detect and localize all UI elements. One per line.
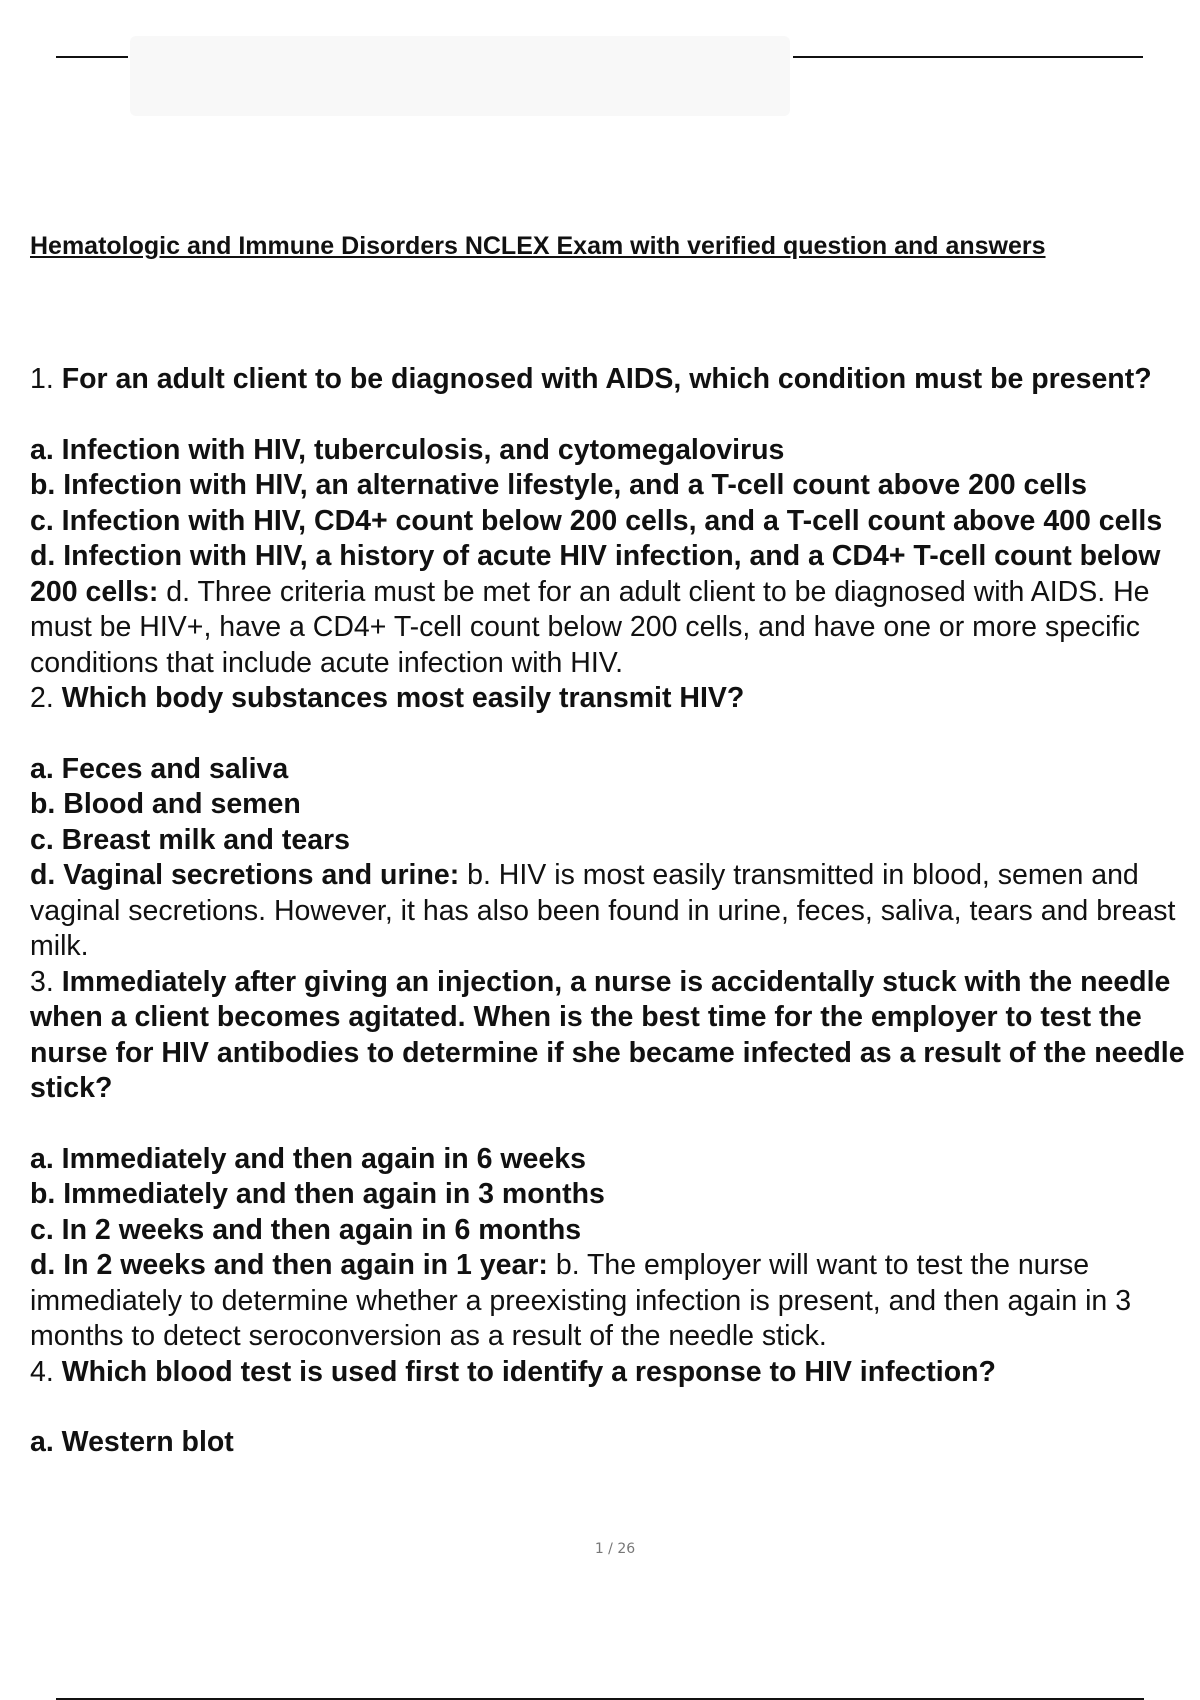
document-title: Hematologic and Immune Disorders NCLEX Exam with verified question and answers — [30, 232, 1046, 260]
answer-option: d. Infection with HIV, a history of acute HIV infection, and a CD4+ T-cell count below 200 cells: — [30, 540, 1161, 608]
answer-options — [30, 1142, 1198, 1355]
answer-explanation: b. HIV is most easily transmitted in blood, semen and vaginal secretions. However, it has also been found in urine, feces, saliva, tears and breast milk. — [30, 859, 1176, 962]
answer-options — [30, 1425, 1198, 1461]
question-list — [30, 362, 1198, 1461]
question-2-stem — [30, 681, 1198, 717]
question-1-stem — [30, 362, 1198, 398]
answer-option: c. In 2 weeks and then again in 6 months — [30, 1213, 582, 1246]
answer-option: a. Infection with HIV, tuberculosis, and cytomegalovirus — [30, 433, 785, 466]
header-rule-right — [793, 56, 1143, 58]
answer-option-with-explanation — [30, 1248, 1198, 1355]
page-number: 1 / 26 — [594, 1541, 636, 1557]
question-text: Which body substances most easily transmit HIV? — [61, 682, 745, 714]
question-number: 1. — [30, 363, 54, 395]
answer-options — [30, 752, 1198, 965]
answer-option: b. Immediately and then again in 3 months — [30, 1178, 605, 1210]
answer-options — [30, 433, 1198, 682]
question-1 — [30, 362, 1198, 681]
answer-option: b. Blood and semen — [30, 788, 301, 820]
answer-option: d. Vaginal secretions and urine: — [30, 859, 460, 891]
question-number: 4. — [30, 1355, 54, 1388]
answer-explanation: d. Three criteria must be met for an adult client to be diagnosed with AIDS. He must be HIV+, have a CD4+ T-cell count below 200 cells, and have one or more specific conditions that include acute infection with HIV. — [30, 575, 1150, 679]
question-number: 2. — [30, 682, 54, 714]
answer-option-with-explanation — [30, 858, 1198, 965]
answer-option: b. Infection with HIV, an alternative lifestyle, and a T-cell count above 200 cells — [30, 469, 1087, 501]
question-4 — [30, 1355, 1198, 1461]
question-3 — [30, 965, 1198, 1355]
question-text: For an adult client to be diagnosed with AIDS, which condition must be present? — [61, 363, 1152, 395]
answer-option-with-explanation — [30, 539, 1198, 681]
watermark — [130, 36, 790, 116]
answer-option: a. Western blot — [30, 1426, 234, 1458]
question-text: Which blood test is used first to identify a response to HIV infection? — [61, 1355, 996, 1388]
answer-option: d. In 2 weeks and then again in 1 year: — [30, 1249, 548, 1281]
answer-option: a. Immediately and then again in 6 weeks — [30, 1142, 586, 1175]
question-4-stem — [30, 1355, 1198, 1391]
question-number: 3. — [30, 965, 54, 998]
answer-option: a. Feces and saliva — [30, 752, 289, 785]
answer-option: c. Breast milk and tears — [30, 823, 350, 856]
question-3-stem — [30, 965, 1198, 1107]
answer-option: c. Infection with HIV, CD4+ count below 200 cells, and a T-cell count above 400 cells — [30, 504, 1163, 537]
header-rule-left — [56, 56, 128, 58]
question-text: Immediately after giving an injection, a nurse is accidentally stuck with the needle when a client becomes agitated. When is the best time for the employer to test the nurse for HIV antibodies to determine if she became infected as a result of the needle stick? — [30, 965, 1185, 1104]
question-2 — [30, 681, 1198, 965]
answer-explanation: b. The employer will want to test the nurse immediately to determine whether a preexisting infection is present, and then again in 3 months to detect seroconversion as a result of the needle stick. — [30, 1249, 1132, 1352]
